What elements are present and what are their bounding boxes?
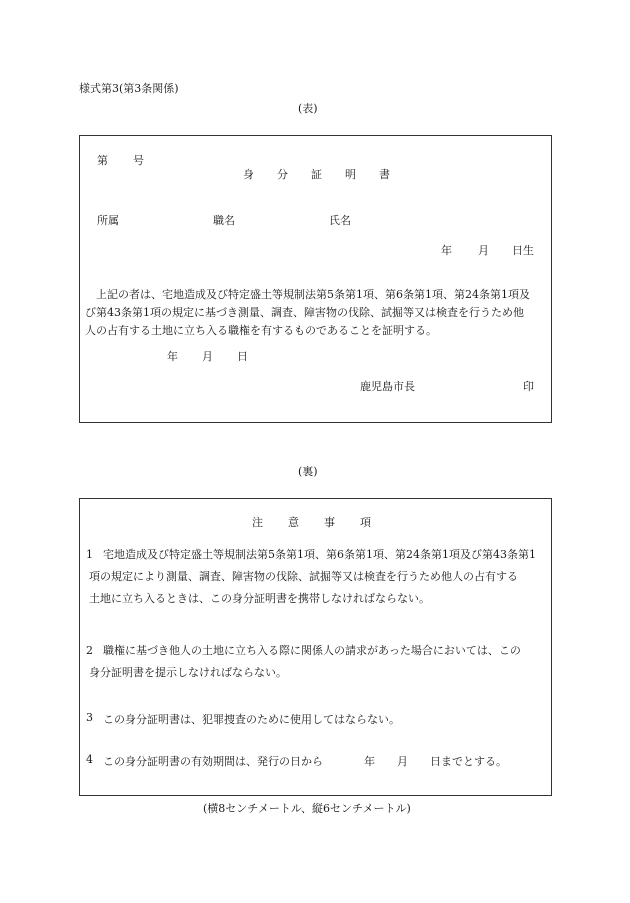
note-item (86, 544, 548, 610)
seal-mark: 印 (523, 380, 534, 393)
title-char: 事 (324, 516, 335, 529)
note-item (86, 640, 548, 684)
note-line: この身分証明書は、犯罪捜査のために使用してはならない。 (103, 713, 400, 726)
title-char: 書 (379, 168, 390, 181)
issue-month: 月 (202, 350, 213, 363)
note-number: 2 (86, 644, 93, 657)
title-char: 身 (243, 168, 254, 181)
issue-year: 年 (167, 350, 178, 363)
title-char: 意 (288, 516, 299, 529)
title-char: 証 (311, 168, 322, 181)
front-caption: (表) (298, 102, 318, 115)
number-label: 第 (97, 154, 108, 167)
statement-line: 人の占有する土地に立ち入る職権を有するものであることを証明する。 (85, 324, 437, 337)
position-label: 職名 (213, 214, 235, 227)
id-card-front (79, 135, 552, 423)
note-line: 宅地造成及び特定盛土等規制法第5条第1項、第6条第1項、第24条第1項及び第43条第1 (103, 548, 536, 561)
note-number: 3 (86, 711, 93, 724)
affiliation-label: 所属 (97, 214, 119, 227)
note-number: 4 (86, 753, 93, 766)
form-label: 様式第3(第3条関係) (79, 82, 179, 95)
issuer-name: 鹿児島市長 (360, 380, 415, 393)
validity-month: 月 (397, 755, 408, 768)
birth-month: 月 (478, 244, 489, 257)
validity-year: 年 (364, 755, 375, 768)
size-note: (横8センチメートル、縦6センチメートル) (203, 802, 411, 815)
note-line: 職権に基づき他人の土地に立ち入る際に関係人の請求があった場合においては、この (103, 644, 521, 657)
certification-statement (85, 286, 550, 340)
number-suffix: 号 (133, 154, 144, 167)
note-line: 身分証明書を提示しなければならない。 (89, 666, 287, 679)
title-char: 明 (345, 168, 356, 181)
validity-tail: 日までとする。 (430, 755, 507, 768)
statement-line: び第43条第1項の規定に基づき測量、調査、障害物の伐除、試掘等又は検査を行うため他 (85, 306, 524, 319)
note-line: この身分証明書の有効期間は、発行の日から (103, 755, 323, 768)
note-line: 土地に立ち入るときは、この身分証明書を携帯しなければならない。 (89, 592, 430, 605)
issue-day: 日 (237, 350, 248, 363)
title-char: 項 (360, 516, 371, 529)
back-caption: (裏) (298, 465, 318, 478)
birth-day: 日生 (512, 244, 534, 257)
birth-year: 年 (441, 244, 452, 257)
id-card-back (79, 498, 552, 796)
statement-line: 上記の者は、宅地造成及び特定盛土等規制法第5条第1項、第6条第1項、第24条第1項及 (96, 288, 530, 301)
title-char: 分 (277, 168, 288, 181)
note-number: 1 (86, 548, 93, 561)
title-char: 注 (252, 516, 263, 529)
name-label: 氏名 (329, 214, 351, 227)
note-line: 項の規定により測量、調査、障害物の伐除、試掘等又は検査を行うため他人の占有する (89, 570, 518, 583)
